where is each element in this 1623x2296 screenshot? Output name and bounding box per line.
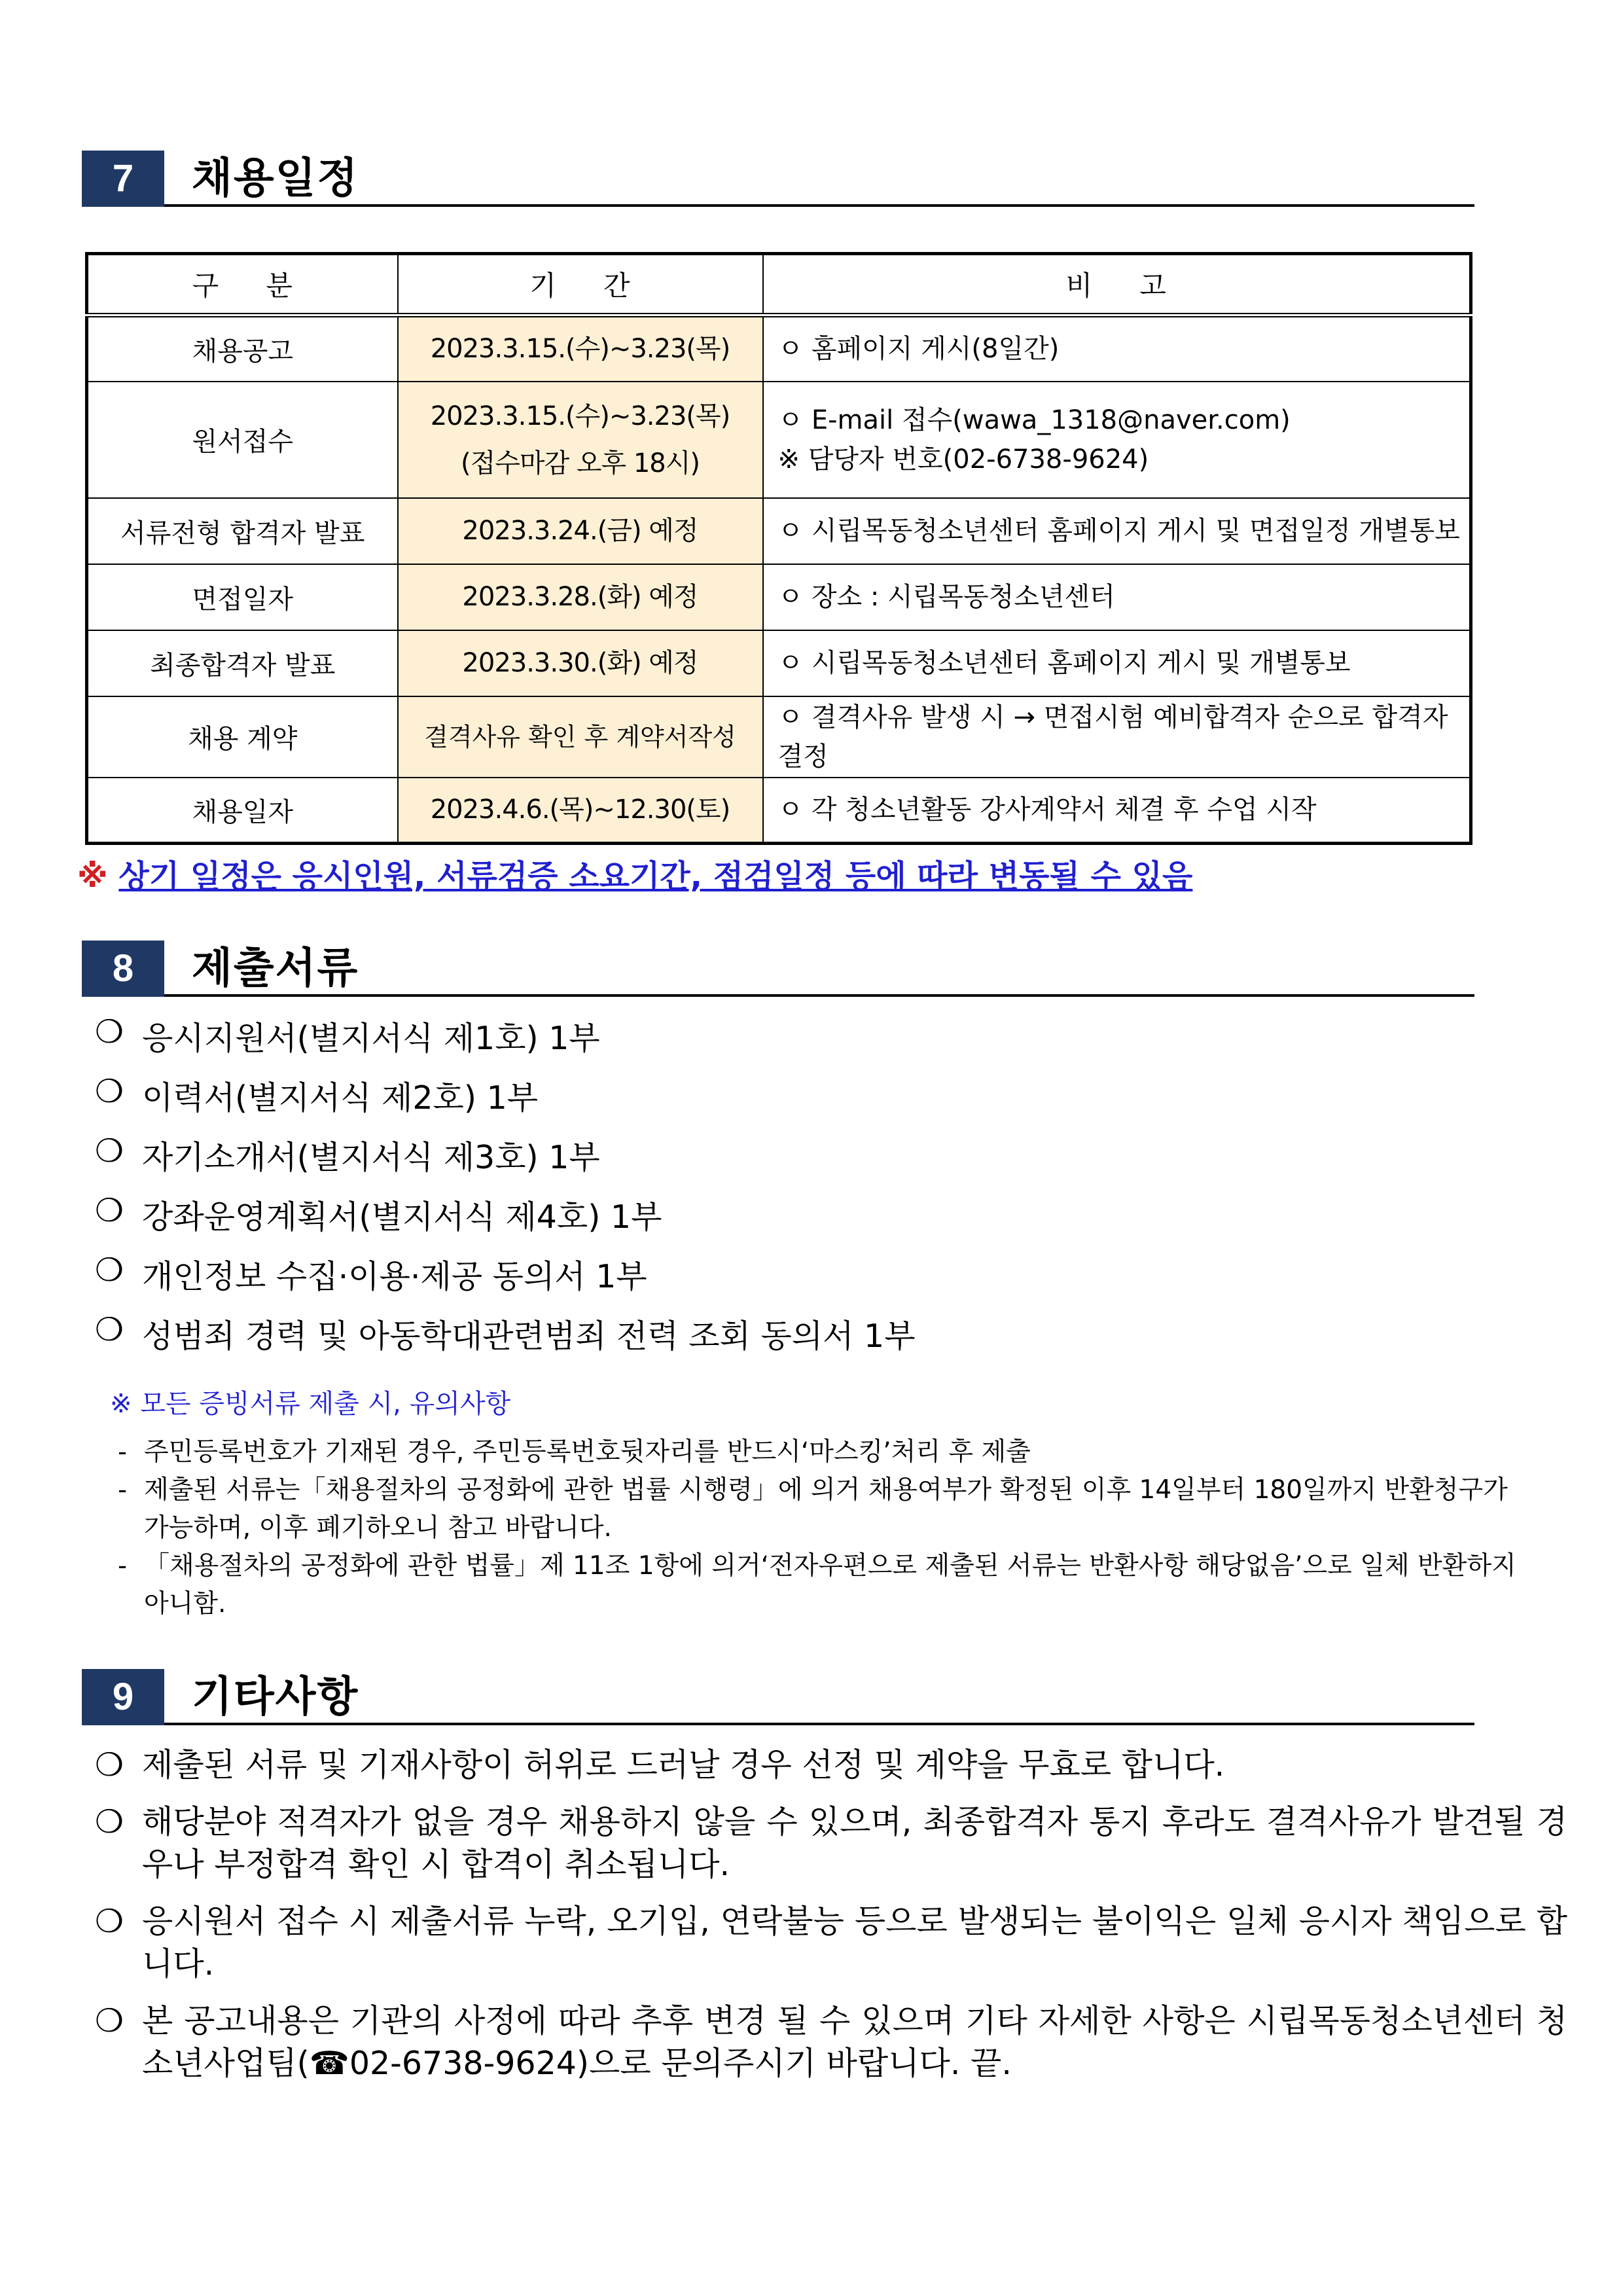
row-label: 최종합격자 발표 xyxy=(87,630,398,696)
section-7-header xyxy=(82,151,1474,211)
circle-bullet-icon: ❍ xyxy=(95,1251,124,1289)
table-row xyxy=(87,382,1471,498)
table-row xyxy=(87,696,1471,778)
note-mark: ※ xyxy=(77,858,108,895)
row-label: 서류전형 합격자 발표 xyxy=(87,498,398,564)
row-remarks: ㅇ 장소 : 시립목동청소년센터 xyxy=(763,564,1471,630)
header-category: 구분 xyxy=(87,254,398,315)
row-period: 2023.3.15.(수)~3.23(목) xyxy=(398,315,763,382)
row-period: 2023.3.28.(화) 예정 xyxy=(398,564,763,630)
section-underline xyxy=(164,994,1474,997)
list-item: ❍ 성범죄 경력 및 아동학대관련범죄 전력 조회 동의서 1부 xyxy=(95,1311,916,1355)
list-item: - 제출된 서류는「채용절차의 공정화에 관한 법률 시행령」에 의거 채용여부가 확정된 이후 14일부터 180일까지 반환청구가 가능하며, 이후 폐기하오니 참고 바랍니다. xyxy=(118,1475,1508,1543)
row-period: 결격사유 확인 후 계약서작성 xyxy=(398,696,763,778)
schedule-table xyxy=(85,252,1472,845)
section-number: 7 xyxy=(82,151,164,207)
row-period: 2023.3.15.(수)~3.23(목) (접수마감 오후 18시) xyxy=(398,382,763,498)
table-row xyxy=(87,564,1471,630)
row-period: 2023.3.30.(화) 예정 xyxy=(398,630,763,696)
section-number: 9 xyxy=(82,1669,164,1725)
header-remarks: 비고 xyxy=(763,254,1471,315)
list-item: - 주민등록번호가 기재된 경우, 주민등록번호뒷자리를 반드시‘마스킹’처리 후 제출 xyxy=(118,1437,1031,1467)
caution-title: ※ 모든 증빙서류 제출 시, 유의사항 xyxy=(110,1389,511,1419)
list-item: ❍ 응시지원서(별지서식 제1호) 1부 xyxy=(95,1013,600,1057)
circle-bullet-icon: ❍ xyxy=(95,1013,124,1050)
row-remarks: ㅇ 홈페이지 게시(8일간) xyxy=(763,315,1471,382)
list-item: ❍ 강좌운영계획서(별지서식 제4호) 1부 xyxy=(95,1192,662,1236)
row-remarks: ㅇ 시립목동청소년센터 홈페이지 게시 및 면접일정 개별통보 xyxy=(763,498,1471,564)
circle-bullet-icon: ❍ xyxy=(95,1903,124,1940)
list-item: ❍ 해당분야 적격자가 없을 경우 채용하지 않을 수 있으며, 최종합격자 통지 후라도 결격사유가 발견될 경우나 부정합격 확인 시 합격이 취소됩니다. xyxy=(95,1801,1567,1886)
row-label: 원서접수 xyxy=(87,382,398,498)
row-remarks: ㅇ 시립목동청소년센터 홈페이지 게시 및 개별통보 xyxy=(763,630,1471,696)
section-underline xyxy=(164,204,1474,207)
etc-list xyxy=(95,1744,1567,2085)
list-item: ❍ 응시원서 접수 시 제출서류 누락, 오기입, 연락불능 등으로 발생되는 불이익은 일체 응시자 책임으로 합니다. xyxy=(95,1900,1567,1985)
list-item: - 「채용절차의 공정화에 관한 법률」제 11조 1항에 의거‘전자우편으로 제출된 서류는 반환사항 해당없음’으로 일체 반환하지 아니함. xyxy=(118,1551,1516,1619)
circle-bullet-icon: ❍ xyxy=(95,1746,124,1784)
row-remarks: ㅇ 결격사유 발생 시 → 면접시험 예비합격자 순으로 합격자 결정 xyxy=(763,696,1471,778)
row-period: 2023.4.6.(목)~12.30(토) xyxy=(398,778,763,844)
section-title: 기타사항 xyxy=(192,1673,359,1721)
row-label: 채용 계약 xyxy=(87,696,398,778)
list-item: ❍ 제출된 서류 및 기재사항이 허위로 드러날 경우 선정 및 계약을 무효로 합니다. xyxy=(95,1744,1567,1786)
list-item: ❍ 본 공고내용은 기관의 사정에 따라 추후 변경 될 수 있으며 기타 자세한 사항은 시립목동청소년센터 청소년사업팀(☎02-6738-9624)으로 문의주시기 바랍니다. 끝. xyxy=(95,2000,1567,2085)
documents-list xyxy=(95,1013,1574,1371)
circle-bullet-icon: ❍ xyxy=(95,1073,124,1110)
section-title: 제출서류 xyxy=(192,944,359,993)
section-8-header xyxy=(82,941,1474,1001)
row-label: 면접일자 xyxy=(87,564,398,630)
section-number: 8 xyxy=(82,941,164,997)
section-9-header xyxy=(82,1669,1474,1729)
caution-list xyxy=(118,1433,1531,1623)
circle-bullet-icon: ❍ xyxy=(95,2002,124,2039)
list-item: ❍ 자기소개서(별지서식 제3호) 1부 xyxy=(95,1132,600,1176)
circle-bullet-icon: ❍ xyxy=(95,1311,124,1348)
table-row xyxy=(87,315,1471,382)
row-label: 채용일자 xyxy=(87,778,398,844)
schedule-header-row xyxy=(87,254,1471,315)
section-underline xyxy=(164,1723,1474,1725)
header-period: 기간 xyxy=(398,254,763,315)
schedule-change-note xyxy=(77,851,1192,896)
table-row xyxy=(87,498,1471,564)
circle-bullet-icon: ❍ xyxy=(95,1192,124,1229)
note-text: 상기 일정은 응시인원, 서류검증 소요기간, 점검일정 등에 따라 변동될 수 있음 xyxy=(118,858,1193,895)
row-period: 2023.3.24.(금) 예정 xyxy=(398,498,763,564)
circle-bullet-icon: ❍ xyxy=(95,1803,124,1840)
row-label: 채용공고 xyxy=(87,315,398,382)
list-item: ❍ 이력서(별지서식 제2호) 1부 xyxy=(95,1073,539,1117)
list-item: ❍ 개인정보 수집·이용·제공 동의서 1부 xyxy=(95,1251,647,1295)
row-remarks: ㅇ E-mail 접수(wawa_1318@naver.com) ※ 담당자 번호(02-6738-9624) xyxy=(763,382,1471,498)
section-title: 채용일정 xyxy=(192,154,359,203)
row-remarks: ㅇ 각 청소년활동 강사계약서 체결 후 수업 시작 xyxy=(763,778,1471,844)
circle-bullet-icon: ❍ xyxy=(95,1132,124,1170)
table-row xyxy=(87,778,1471,844)
table-row xyxy=(87,630,1471,696)
